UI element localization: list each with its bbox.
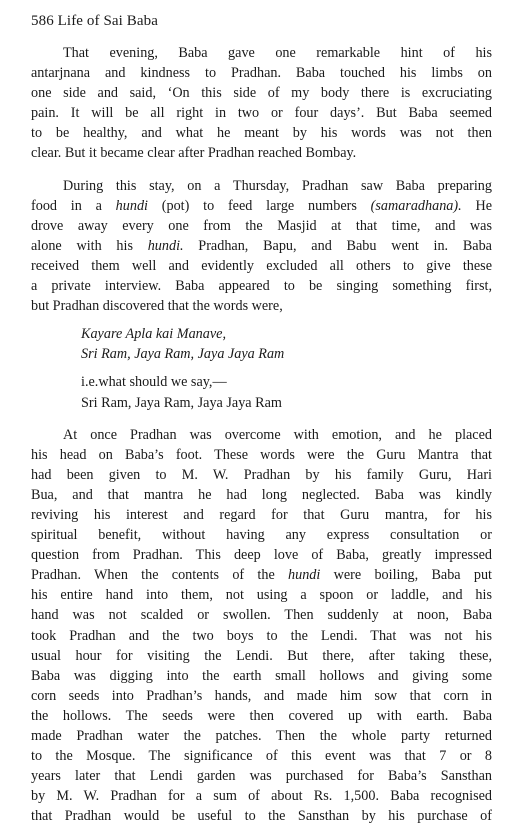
paragraph-evening-hint <box>31 43 492 164</box>
text-line: years later that Lendi garden was purchased for Baba’s Sansthan <box>31 768 492 785</box>
text-line: had been given to M. W. Pradhan by his family Guru, Hari <box>31 466 492 483</box>
text-line: received them well and evidently excluded all others to give these <box>31 257 492 274</box>
text-line: Baba was digging into the earth small hollows and giving some <box>31 667 492 684</box>
text-line: food in a hundi (pot) to feed large numbers (samaradhana). He <box>31 197 493 214</box>
text-line: Pradhan. When the contents of the hundi were boiling, Baba put <box>31 567 492 584</box>
paragraph-thursday-hundi <box>31 176 492 317</box>
running-title: Life of Sai Baba <box>57 13 158 29</box>
text-line: antarjnana and kindness to Pradhan. Baba touched his limbs on <box>31 65 492 82</box>
text-line: his entire hand into them, not using a spoon or laddle, and his <box>31 587 492 604</box>
text-line: hand was not scalded or swollen. Then suddenly at noon, Baba <box>31 607 492 624</box>
text-line: that Pradhan would be useful to the Sansthan by his purchase of <box>31 808 492 825</box>
verse-line: Kayare Apla kai Manave, <box>81 326 226 343</box>
italic-term: hundi <box>115 197 148 214</box>
verse-song-marathi <box>31 324 492 364</box>
verse-line: i.e.what should we say,— <box>81 374 227 391</box>
text-line: a private interview. Baba appeared to be singing something first, <box>31 278 492 295</box>
text-line: his head on Baba’s foot. These words were the Guru Mantra that <box>31 446 492 463</box>
text-line: made Pradhan water the patches. Then the whole party returned <box>31 728 492 744</box>
paragraph-guru-mantra <box>31 425 492 826</box>
italic-term: (samaradhana). <box>370 197 462 214</box>
text-line: Bua, and that mantra he had long neglected. Baba was kindly <box>31 486 492 503</box>
text-line: At once Pradhan was overcome with emotion, and he placed <box>63 426 492 443</box>
text-line: clear. But it became clear after Pradhan reached Bombay. <box>31 145 357 162</box>
text-line: spiritual benefit, without having any express consultation or <box>31 527 492 544</box>
page-header <box>31 12 492 31</box>
text-line: by M. W. Pradhan for a sum of about Rs. 1,500. Baba recognised <box>31 788 492 805</box>
text-line: to the Mosque. The significance of this event was that 7 or 8 <box>31 748 492 765</box>
text-line: took Pradhan and the two boys to the Lendi. That was not his <box>31 627 492 644</box>
text-line: the hollows. The seeds were then covered up with earth. Baba <box>31 707 492 724</box>
text-line: but Pradhan discovered that the words were, <box>31 298 283 315</box>
text-line: That evening, Baba gave one remarkable hint of his <box>63 45 492 61</box>
text-line: alone with his hundi. Pradhan, Bapu, and Babu went in. Baba <box>31 237 492 254</box>
verse-translation <box>31 372 492 412</box>
verse-line: Sri Ram, Jaya Ram, Jaya Jaya Ram <box>81 394 282 411</box>
page-number: 586 <box>31 13 54 29</box>
text-line: drove away every one from the Masjid at that time, and was <box>31 217 492 234</box>
text-line: usual hour for visiting the Lendi. But there, after taking these, <box>31 647 492 664</box>
verse-line: Sri Ram, Jaya Ram, Jaya Jaya Ram <box>81 346 285 363</box>
text-line: corn seeds into Pradhan’s hands, and made him sow that corn in <box>31 687 492 704</box>
text-line: to be healthy, and what he meant by his words was not then <box>31 125 492 142</box>
text-line: reviving his interest and regard for that Guru mantra, for his <box>31 506 492 523</box>
italic-term: hundi <box>288 567 321 584</box>
italic-term: hundi. <box>147 237 184 254</box>
text-line: question from Pradhan. This deep love of Baba, greatly impressed <box>31 547 492 564</box>
text-line: one side and said, ‘On this side of my body there is excruciating <box>31 85 492 102</box>
text-line: During this stay, on a Thursday, Pradhan saw Baba preparing <box>63 177 492 194</box>
text-line: pain. It will be all right in two or four days’. But Baba seemed <box>31 105 492 122</box>
